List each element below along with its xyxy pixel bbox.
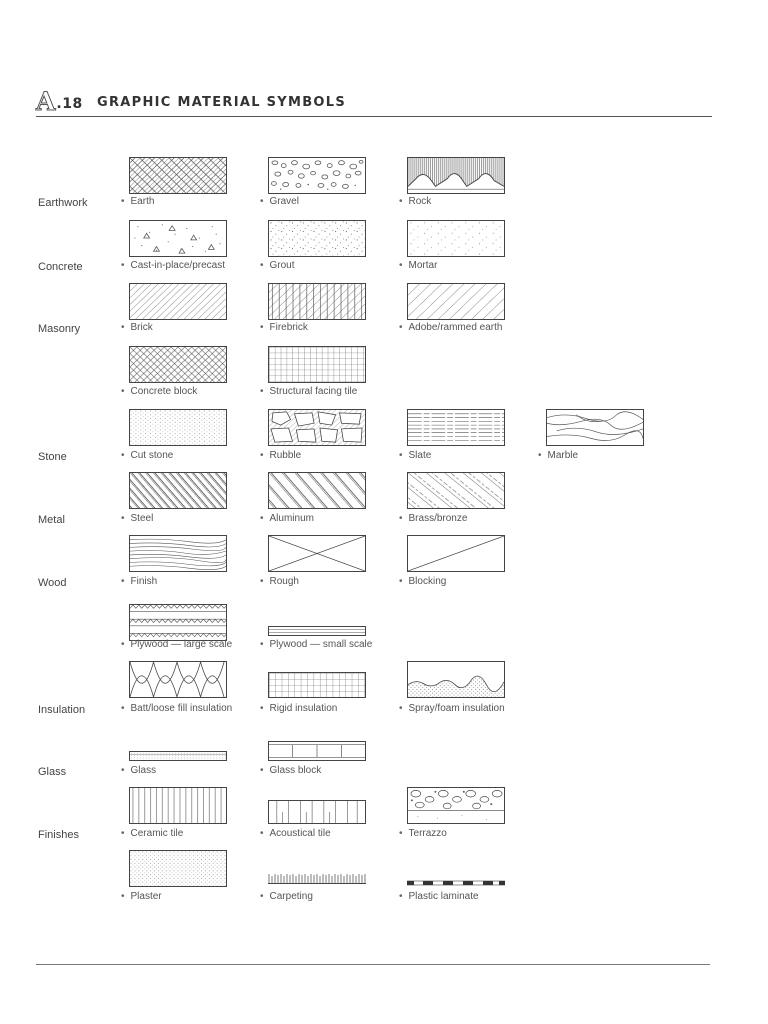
item-brick: • Brick (121, 322, 153, 333)
page-number (36, 88, 83, 114)
item-earth: • Earth (121, 196, 155, 207)
swatch-grout (268, 220, 366, 257)
swatch-plywood-large (129, 604, 227, 641)
page-number-value: .18 (56, 96, 83, 112)
swatch-firebrick (268, 283, 366, 320)
swatch-rigid-insulation (268, 672, 366, 698)
item-glass: • Glass (121, 765, 157, 776)
item-plywood-small: • Plywood — small scale (260, 639, 373, 650)
item-finish: • Finish (121, 576, 158, 587)
swatch-mortar (407, 220, 505, 257)
swatch-aluminum (268, 472, 366, 509)
item-blocking: • Blocking (399, 576, 447, 587)
item-batt-insulation: • Batt/loose fill insulation (121, 703, 233, 714)
swatch-earth (129, 157, 227, 194)
swatch-brass-bronze (407, 472, 505, 509)
item-brass-bronze: • Brass/bronze (399, 513, 468, 524)
swatch-rubble (268, 409, 366, 446)
item-cut-stone: • Cut stone (121, 450, 174, 461)
category-metal: Metal (38, 514, 65, 526)
swatch-concrete-block (129, 346, 227, 383)
page-letter: A (36, 87, 56, 116)
item-adobe: • Adobe/rammed earth (399, 322, 503, 333)
item-rock: • Rock (399, 196, 432, 207)
item-ceramic-tile: • Ceramic tile (121, 828, 184, 839)
swatch-cast-in-place (129, 220, 227, 257)
swatch-spray-foam (407, 661, 505, 698)
category-earthwork: Earthwork (38, 197, 88, 209)
swatch-glass-block (268, 741, 366, 761)
swatch-rough (268, 535, 366, 572)
category-concrete: Concrete (38, 261, 83, 273)
swatch-acoustical-tile (268, 800, 366, 824)
item-firebrick: • Firebrick (260, 322, 308, 333)
swatch-plywood-small (268, 626, 366, 636)
swatch-cut-stone (129, 409, 227, 446)
swatch-slate (407, 409, 505, 446)
item-plaster: • Plaster (121, 891, 162, 902)
item-grout: • Grout (260, 260, 295, 271)
swatch-plastic-laminate (407, 880, 505, 886)
swatch-plaster (129, 850, 227, 887)
swatch-gravel (268, 157, 366, 194)
footer-rule (36, 964, 710, 965)
swatch-batt-insulation (129, 661, 227, 698)
item-cast-in-place: • Cast-in-place/precast (121, 260, 225, 271)
item-terrazzo: • Terrazzo (399, 828, 447, 839)
swatch-adobe (407, 283, 505, 320)
swatch-rock (407, 157, 505, 194)
category-masonry: Masonry (38, 323, 81, 335)
item-aluminum: • Aluminum (260, 513, 314, 524)
item-marble: • Marble (538, 450, 579, 461)
item-mortar: • Mortar (399, 260, 438, 271)
category-finishes: Finishes (38, 829, 79, 841)
swatch-brick (129, 283, 227, 320)
category-wood: Wood (38, 577, 67, 589)
swatch-carpeting (268, 874, 366, 884)
swatch-finish (129, 535, 227, 572)
item-steel: • Steel (121, 513, 154, 524)
category-insulation: Insulation (38, 704, 86, 716)
swatch-marble (546, 409, 644, 446)
swatch-steel (129, 472, 227, 509)
category-glass: Glass (38, 766, 67, 778)
item-rubble: • Rubble (260, 450, 302, 461)
item-rigid-insulation: • Rigid insulation (260, 703, 338, 714)
item-gravel: • Gravel (260, 196, 299, 207)
swatch-terrazzo (407, 787, 505, 824)
swatch-structural-facing-tile (268, 346, 366, 383)
swatch-ceramic-tile (129, 787, 227, 824)
item-plastic-laminate: • Plastic laminate (399, 891, 479, 902)
item-structural-facing-tile: • Structural facing tile (260, 386, 358, 397)
item-carpeting: • Carpeting (260, 891, 313, 902)
swatch-glass (129, 751, 227, 761)
page-title: GRAPHIC MATERIAL SYMBOLS (97, 95, 347, 110)
item-spray-foam: • Spray/foam insulation (399, 703, 505, 714)
item-slate: • Slate (399, 450, 432, 461)
swatch-blocking (407, 535, 505, 572)
item-glass-block: • Glass block (260, 765, 322, 776)
item-concrete-block: • Concrete block (121, 386, 198, 397)
page-header (36, 88, 712, 118)
category-stone: Stone (38, 451, 67, 463)
header-rule (36, 116, 712, 117)
item-plywood-large: • Plywood — large scale (121, 639, 233, 650)
item-rough: • Rough (260, 576, 299, 587)
item-acoustical-tile: • Acoustical tile (260, 828, 331, 839)
